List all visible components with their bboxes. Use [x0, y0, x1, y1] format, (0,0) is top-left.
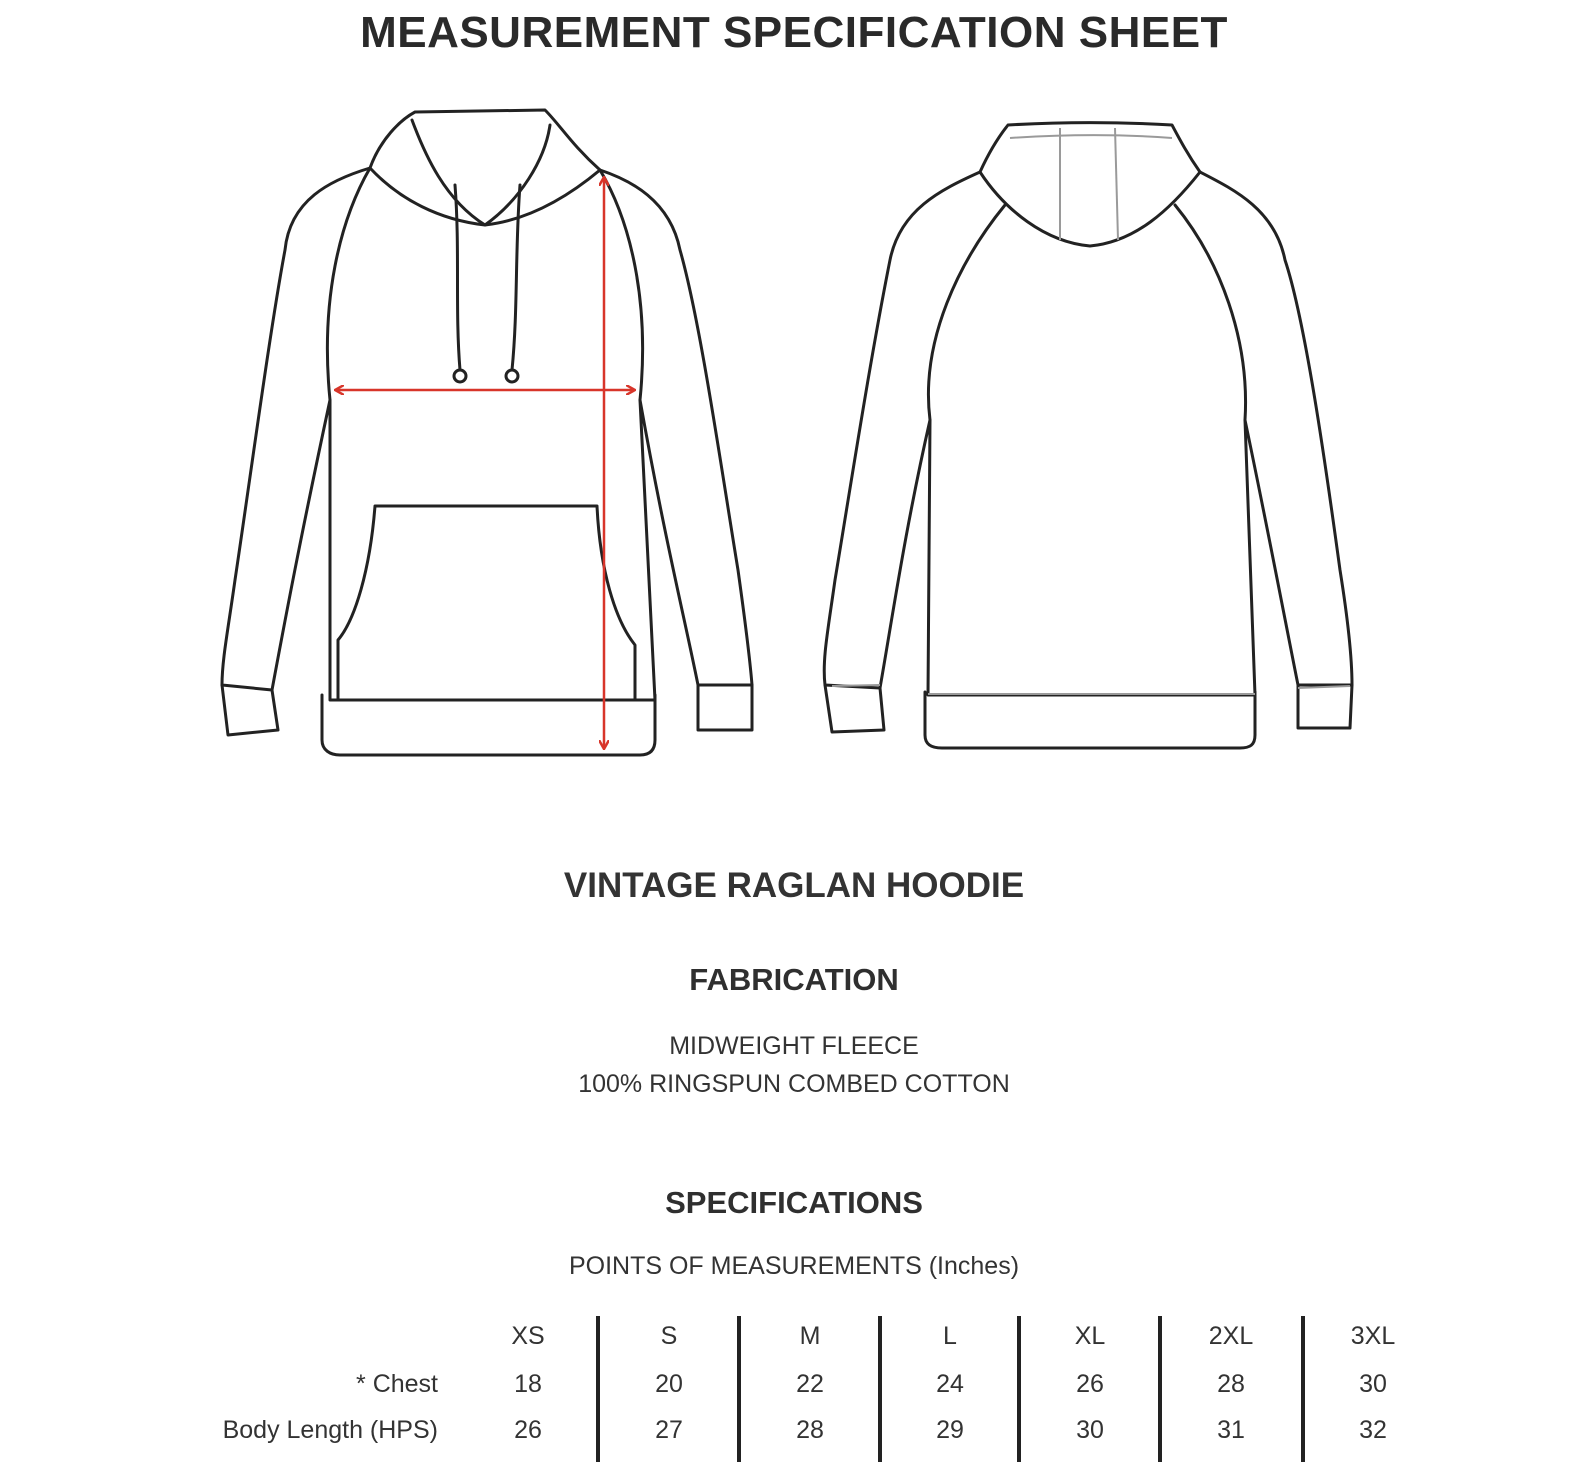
- column-divider: [737, 1316, 741, 1462]
- table-cell: 27: [655, 1416, 683, 1444]
- table-cell: 32: [1359, 1416, 1387, 1444]
- size-header: M: [799, 1322, 821, 1350]
- table-cell: 22: [796, 1370, 824, 1398]
- hoodie-illustrations: [0, 100, 1588, 780]
- fabrication-heading: FABRICATION: [689, 962, 899, 997]
- hoodie-back-icon: [824, 123, 1352, 748]
- page-title: MEASUREMENT SPECIFICATION SHEET: [360, 8, 1228, 57]
- table-cell: 26: [514, 1416, 542, 1444]
- points-of-measurement-label: POINTS OF MEASUREMENTS (Inches): [568, 1252, 1020, 1280]
- fabrication-line: 100% RINGSPUN COMBED COTTON: [578, 1070, 1010, 1098]
- column-divider: [1301, 1316, 1305, 1462]
- table-cell: 30: [1076, 1416, 1104, 1444]
- column-divider: [878, 1316, 882, 1462]
- specifications-heading: SPECIFICATIONS: [665, 1185, 923, 1220]
- table-cell: 18: [514, 1370, 542, 1398]
- table-cell: 20: [655, 1370, 683, 1398]
- table-cell: 28: [1217, 1370, 1245, 1398]
- size-header: L: [943, 1322, 957, 1350]
- table-cell: 24: [936, 1370, 964, 1398]
- product-name: VINTAGE RAGLAN HOODIE: [563, 866, 1025, 905]
- back-seam-lines: [832, 128, 1350, 694]
- size-header: 3XL: [1350, 1322, 1396, 1350]
- fabrication-line: MIDWEIGHT FLEECE: [669, 1032, 919, 1060]
- table-cell: 29: [936, 1416, 964, 1444]
- size-header: XL: [1074, 1322, 1106, 1350]
- row-label-chest: * Chest: [356, 1370, 438, 1398]
- hoodie-front-icon: [222, 110, 752, 755]
- table-cell: 31: [1217, 1416, 1245, 1444]
- fabrication-details: [0, 1027, 1588, 1103]
- column-divider: [1017, 1316, 1021, 1462]
- size-header: 2XL: [1208, 1322, 1254, 1350]
- size-header: S: [660, 1322, 678, 1350]
- table-cell: 30: [1359, 1370, 1387, 1398]
- column-divider: [1158, 1316, 1162, 1462]
- column-divider: [596, 1316, 600, 1462]
- row-label-body-length: Body Length (HPS): [222, 1416, 438, 1444]
- table-cell: 26: [1076, 1370, 1104, 1398]
- table-cell: 28: [796, 1416, 824, 1444]
- size-header: XS: [511, 1322, 545, 1350]
